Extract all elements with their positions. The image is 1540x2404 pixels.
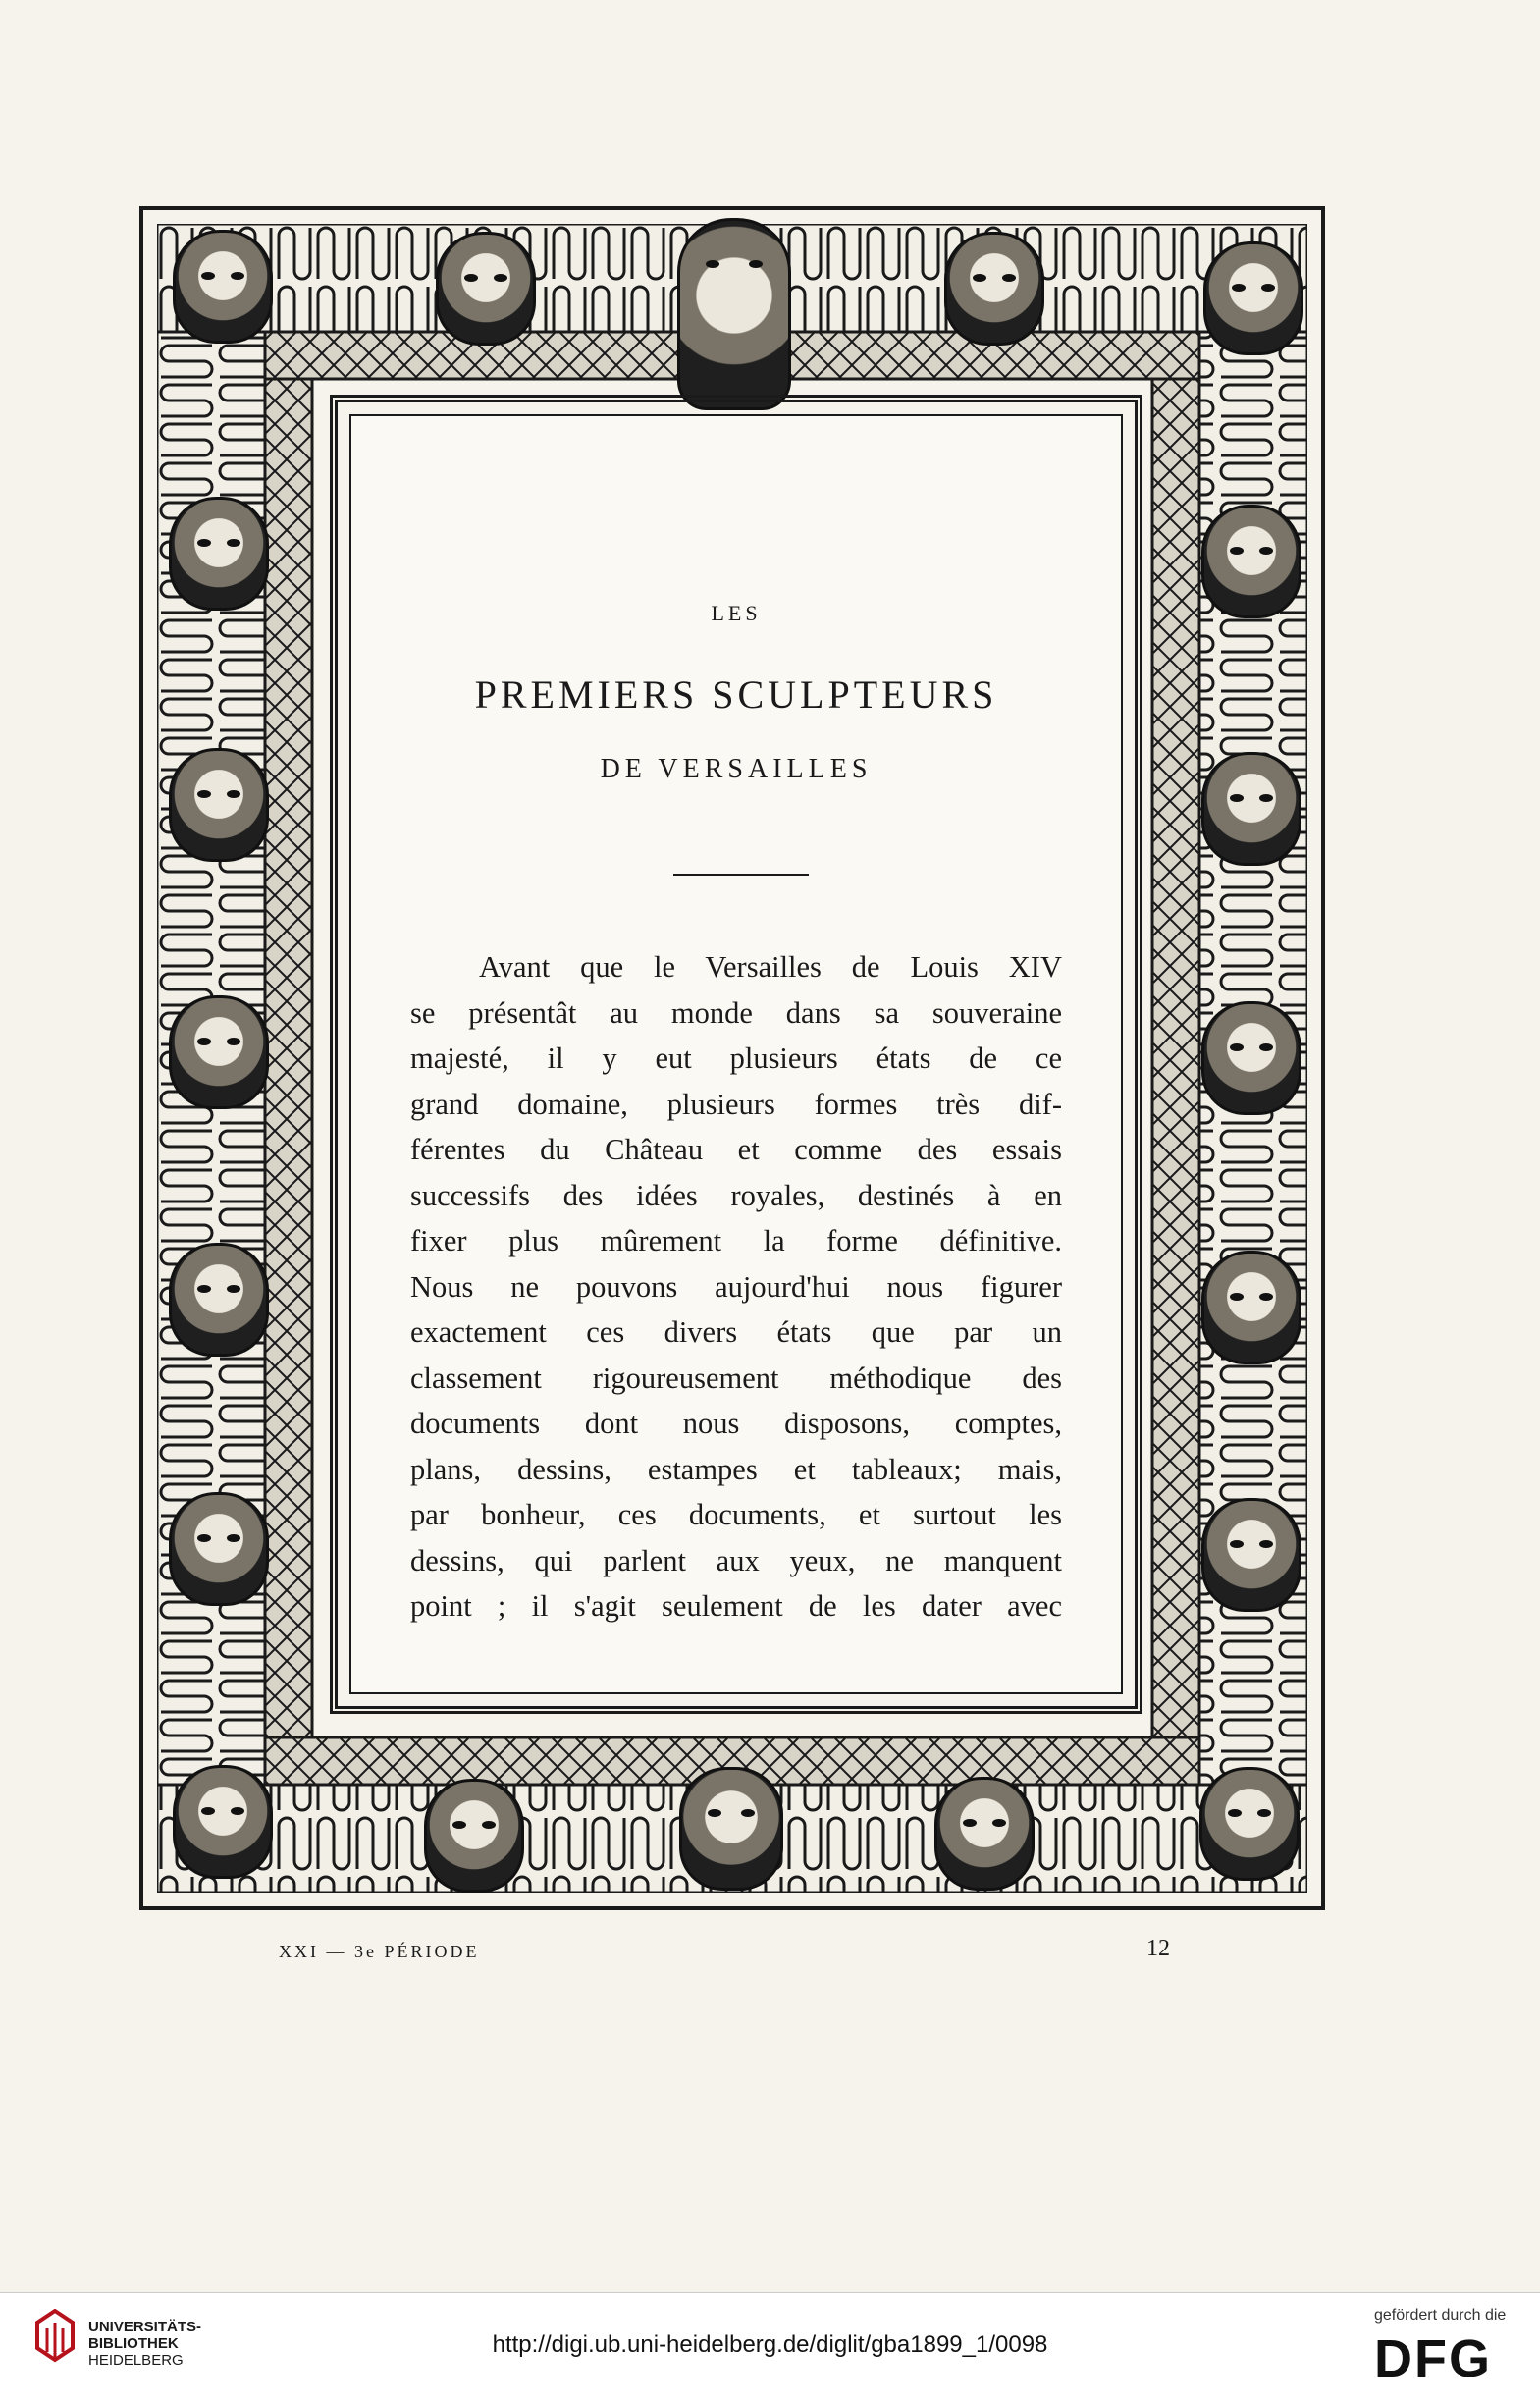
body-line: Avant que le Versailles de Louis XIV (479, 950, 1062, 984)
frame-mask-bottom-3 (934, 1777, 1035, 1891)
body-line: successifs des idées royales, destinés à en (410, 1178, 1062, 1212)
frame-mask-left-1 (169, 497, 269, 611)
frame-mask-left-5 (169, 1492, 269, 1606)
library-name-line-1: UNIVERSITÄTS- (88, 2319, 202, 2335)
volume-period-label: XXI — 3e PÉRIODE (279, 1942, 480, 1961)
frame-mask-bottom-1 (424, 1779, 524, 1893)
frame-mask-top-right-corner (1203, 241, 1303, 355)
frame-mask-bottom-right-corner (1199, 1767, 1300, 1881)
body-line: point ; il s'agit seulement de les dater avec (410, 1589, 1062, 1623)
body-line: documents dont nous disposons, comptes, (410, 1407, 1062, 1440)
dfg-logo: DFG (1374, 2329, 1492, 2388)
library-name-line-2: BIBLIOTHEK (88, 2335, 179, 2352)
body-line: Nous ne pouvons aujourd'hui nous figurer (410, 1269, 1062, 1304)
article-body (410, 944, 1062, 1629)
body-line: plans, dessins, estampes et tableaux; mais, (410, 1452, 1062, 1486)
funded-by-label: gefördert durch die (1374, 2307, 1507, 2324)
article-subtitle: DE VERSAILLES (600, 754, 873, 784)
frame-mask-right-5 (1201, 1498, 1301, 1612)
frame-mask-right-4 (1201, 1251, 1301, 1364)
body-line: se présentât au monde dans sa souveraine (410, 995, 1062, 1030)
frame-mask-right-3 (1201, 1001, 1301, 1115)
body-line: férentes du Château et comme des essais (410, 1133, 1062, 1166)
body-line: majesté, il y eut plusieurs états de ce (410, 1042, 1062, 1075)
frame-mask-right-1 (1201, 505, 1301, 618)
body-line: classement rigoureusement méthodique des (410, 1361, 1062, 1395)
body-line: grand domaine, plusieurs formes très dif- (410, 1087, 1062, 1121)
frame-mask-top-center (677, 218, 791, 410)
permalink-url[interactable]: http://digi.ub.uni-heidelberg.de/diglit/gba1899_1/0098 (492, 2331, 1048, 2358)
frame-mask-bottom-left-corner (173, 1765, 273, 1879)
frame-mask-left-2 (169, 748, 269, 862)
frame-mask-left-3 (169, 995, 269, 1109)
body-line: fixer plus mûrement la forme définitive. (410, 1224, 1062, 1257)
body-line: dessins, qui parlent aux yeux, ne manquent (410, 1543, 1062, 1577)
body-line: exactement ces divers états que par un (410, 1315, 1062, 1349)
page-number: 12 (1146, 1936, 1170, 1961)
library-name-line-3: HEIDELBERG (88, 2352, 184, 2369)
article-title: PREMIERS SCULPTEURS (474, 672, 998, 717)
frame-mask-bottom-center (679, 1767, 783, 1891)
frame-mask-top-left-corner (173, 230, 273, 344)
frame-mask-right-2 (1201, 752, 1301, 866)
title-divider (673, 874, 809, 876)
frame-mask-top-1 (436, 232, 536, 346)
body-line: par bonheur, ces documents, et surtout les (410, 1498, 1062, 1531)
article-kicker: LES (711, 601, 762, 625)
frame-mask-left-4 (169, 1243, 269, 1357)
frame-mask-top-3 (944, 232, 1044, 346)
